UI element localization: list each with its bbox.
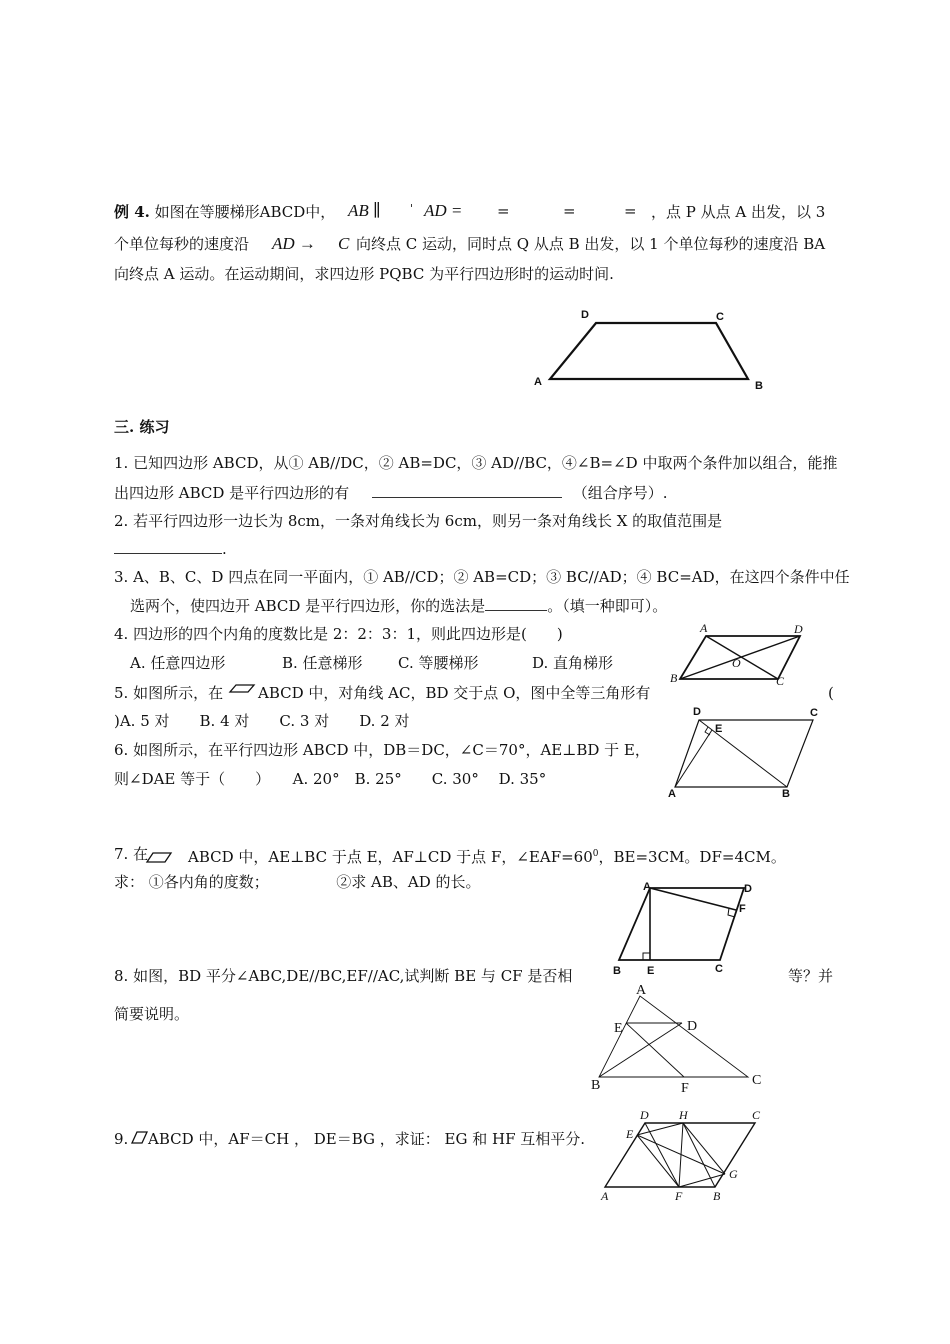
label-A: A [668,788,676,800]
trapezoid-figure [530,305,770,400]
q5-line1-a: 5. 如图所示，在 [114,684,224,702]
q3-line1: 3. A、B、C、D 四点在同一平面内，① AB//CD；② AB=CD；③ BC//AD；④ BC=AD，在这四个条件中任 [114,568,850,586]
q7-degree: 0 [592,849,599,859]
q5-line2: )A. 5 对 B. 4 对 C. 3 对 D. 2 对 [114,712,410,730]
label-E: E [614,1021,623,1036]
eq-sign-2: = [563,202,576,220]
label-A: A [601,1189,609,1203]
example4-line1 [114,201,335,223]
label-C: C [752,1073,762,1088]
trapezoid-outline [550,323,748,379]
label-C: C [752,1108,761,1122]
example4-line2-a: 个单位每秒的速度沿 [114,235,250,253]
parallelogram-outline [619,888,744,960]
segment-fe [637,1135,679,1187]
q1-line2 [114,482,668,504]
parallelogram-symbol-icon [228,682,256,696]
label-C: C [810,707,818,719]
q7-line1-a: 7. 在 [114,845,149,863]
q3-line2 [130,595,667,617]
label-D: D [640,1108,649,1122]
label-D: D [794,622,803,636]
q7-line1-c: ，BE=3CM。DF=4CM。 [598,848,786,866]
q7-line1-b: ABCD 中，AE⊥BC 于点 E，AF⊥CD 于点 F，∠EAF=60 [188,848,593,866]
math-tick: ' [410,202,414,215]
q4-opt-a: A. 任意四边形 [130,654,226,672]
q1-answer-blank[interactable] [372,483,562,498]
segment-bd [599,1023,682,1077]
q6-line2: 则∠DAE 等于（ ） A. 20° B. 25° C. 30° D. 35° [114,770,547,788]
q1-line2-b: （组合序号）. [572,484,668,502]
example4-line2-b: 向终点 C 运动，同时点 Q 从点 B 出发，以 1 个单位每秒的速度沿 BA [356,235,826,253]
label-D: D [581,309,589,321]
q8-line2: 简要说明。 [114,1005,190,1023]
parallelogram-o-figure [670,622,815,687]
altitude-af [650,888,736,910]
q2-line1: 2. 若平行四边形一边长为 8cm，一条对角线长为 6cm，则另一条对角线长 X 的取值范围是 [114,512,723,530]
q1-line2-a: 出四边形 ABCD 是平行四边形的有 [114,484,350,502]
example4-text-b: ，点 P 从点 A 出发，以 3 [651,203,826,221]
q4-stem: 4. 四边形的四个内角的度数比是 2：2：3：1，则此四边形是( ) [114,625,563,643]
label-H: H [679,1108,688,1122]
parallelogram-de-figure [665,705,830,800]
parallelogram-symbol-icon [131,1130,149,1146]
parallelogram-symbol-icon [145,851,175,865]
label-E: E [626,1127,634,1141]
label-B: B [755,380,763,392]
triangle-figure [588,980,778,1095]
q4-opt-b: B. 任意梯形 [282,654,363,672]
eq-sign-3: = [624,202,637,220]
label-F: F [739,903,746,915]
q5-paren: ( [828,684,834,702]
label-C: C [776,674,785,688]
right-angle-mark-e [643,953,650,960]
label-F: F [681,1081,689,1096]
example4-label: 例 4. [114,203,150,221]
q4-opt-d: D. 直角梯形 [532,654,614,672]
math-ad-arrow: AD → [272,234,316,253]
segment-hb [683,1123,715,1187]
parallelogram-outline [675,720,813,787]
math-c: C [338,234,350,253]
segment-df [645,1123,679,1187]
q1-line1: 1. 已知四边形 ABCD，从① AB//DC，② AB=DC，③ AD//BC，④∠B=∠D 中取两个条件加以组合，能推 [114,454,838,472]
label-E: E [647,965,655,977]
section-title: 三. 练习 [114,418,170,436]
q9-line1-b: ABCD 中，AF＝CH ， DE＝BG ，求证： EG 和 HF 互相平分. [148,1130,586,1148]
q8-line1-a: 8. 如图，BD 平分∠ABC,DE//BC,EF//AC,试判断 BE 与 CF 是否相 [114,967,573,985]
q3-line2-a: 选两个，使四边开 ABCD 是平行四边形，你的选法是 [130,597,486,615]
q3-line2-b: 。（填一种即可）。 [547,597,668,615]
label-B: B [670,671,678,685]
q3-answer-blank[interactable] [485,596,547,611]
diagonal-db [699,720,787,787]
q4-opt-c: C. 等腰梯形 [398,654,479,672]
segment-ae [675,730,712,787]
label-F: F [675,1189,683,1203]
math-ab-parallel: AB ∥ [348,201,381,220]
label-D: D [687,1019,698,1034]
label-D: D [693,706,701,718]
segment-hg [683,1123,725,1174]
example4-text-a: 如图在等腰梯形ABCD中， [154,203,336,221]
label-B: B [591,1078,601,1093]
q7-line1 [188,843,786,868]
label-C: C [715,963,723,975]
q2-line2 [114,538,227,560]
parallelogram-eghf-figure [595,1105,770,1205]
label-A: A [534,376,542,388]
label-G: G [729,1167,738,1181]
q9-line1-a: 9. [114,1130,129,1148]
label-B: B [713,1189,721,1203]
q8-line1-b: 等？并 [788,967,834,985]
label-O: O [732,656,741,670]
label-B: B [613,965,621,977]
eq-sign-1: = [497,202,510,220]
label-A: A [636,983,647,998]
q6-line1: 6. 如图所示，在平行四边形 ABCD 中，DB＝DC，∠C＝70°，AE⊥BD 于 E， [114,741,650,759]
q5-line1-b: ABCD 中，对角线 AC，BD 交于点 O，图中全等三角形有 [258,684,651,702]
segment-ef [626,1023,684,1077]
triangle-abc [599,996,748,1077]
label-D: D [744,883,752,895]
label-A: A [643,881,651,893]
q2-end: . [222,540,227,558]
parallelogram-ef-figure [605,878,765,978]
segment-gf [679,1174,725,1187]
example4-line3: 向终点 A 运动。在运动期间，求四边形 PQBC 为平行四边形时的运动时间. [114,265,614,283]
label-C: C [716,311,724,323]
q7-line2: 求： ①各内角的度数； ②求 AB、AD 的长。 [114,873,481,891]
label-E: E [715,723,723,735]
math-ad-eq: AD = [424,201,463,220]
q2-answer-blank[interactable] [114,539,222,554]
label-B: B [782,788,790,800]
label-A: A [700,621,708,635]
